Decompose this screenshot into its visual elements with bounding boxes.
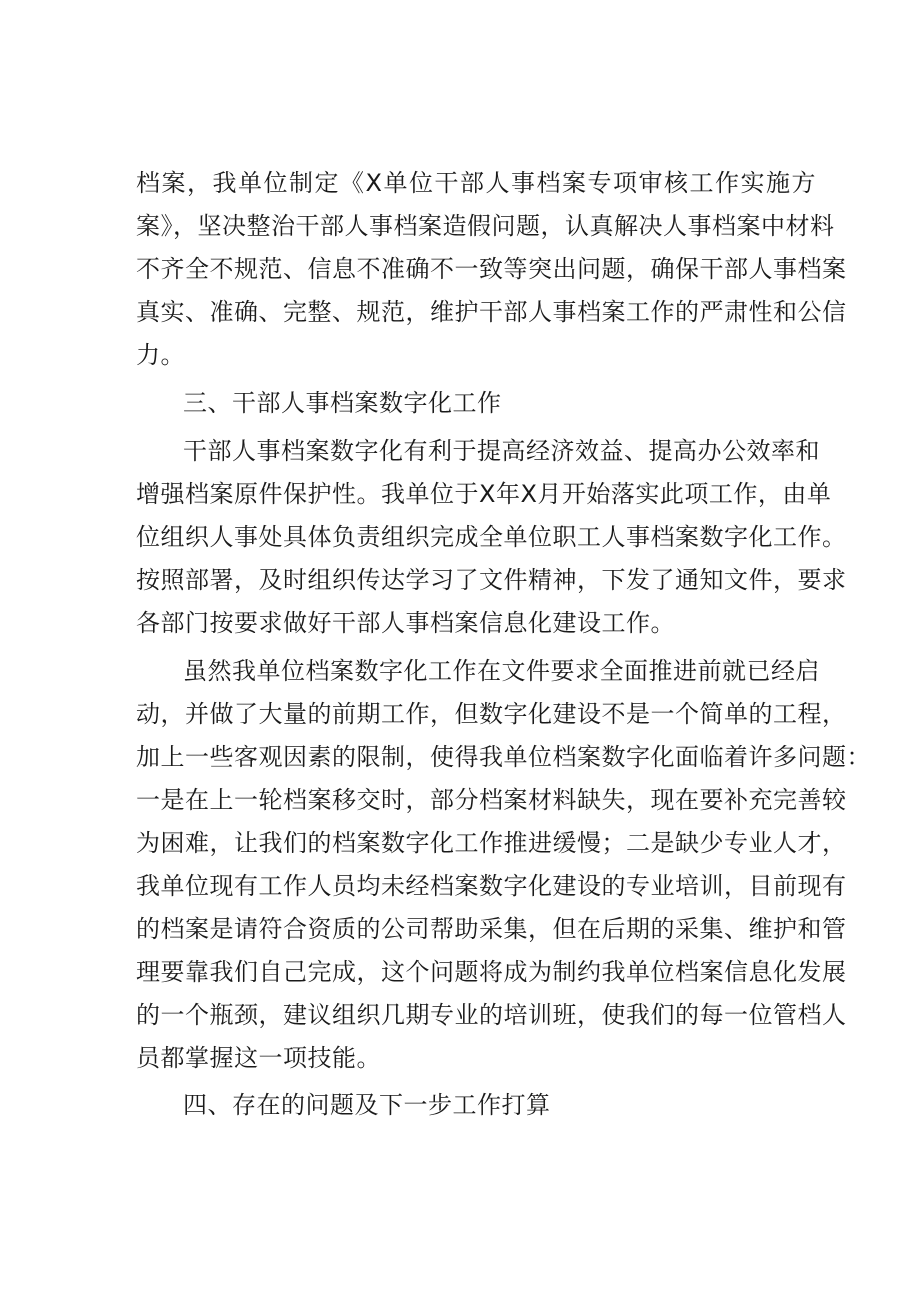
paragraph-3-line-2: 动，并做了大量的前期工作，但数字化建设不是一个简单的工程， xyxy=(136,700,847,728)
paragraph-1-line-5: 力。 xyxy=(136,341,185,369)
paragraph-2-line-3: 位组织人事处具体负责组织完成全单位职工人事档案数字化工作。 xyxy=(136,523,847,551)
paragraph-3-line-9: 的一个瓶颈，建议组织几期专业的培训班，使我们的每一位管档人 xyxy=(136,1001,847,1029)
paragraph-1-line-2: 案》，坚决整治干部人事档案造假问题，认真解决人事档案中材料 xyxy=(136,212,835,240)
paragraph-3-line-5: 为困难，让我们的档案数字化工作推进缓慢；二是缺少专业人才， xyxy=(136,829,847,857)
paragraph-2-line-5: 各部门按要求做好干部人事档案信息化建设工作。 xyxy=(136,609,675,637)
paragraph-1-line-4: 真实、准确、完整、规范，维护干部人事档案工作的严肃性和公信 xyxy=(136,298,847,326)
paragraph-3-line-3: 加上一些客观因素的限制，使得我单位档案数字化面临着许多问题： xyxy=(136,743,871,771)
paragraph-3-line-4: 一是在上一轮档案移交时，部分档案材料缺失，现在要补充完善较 xyxy=(136,786,847,814)
paragraph-1-line-3: 不齐全不规范、信息不准确不一致等突出问题，确保干部人事档案 xyxy=(136,255,847,283)
section-heading-4: 四、存在的问题及下一步工作打算 xyxy=(183,1091,551,1119)
paragraph-2-line-4: 按照部署，及时组织传达学习了文件精神，下发了通知文件，要求 xyxy=(136,566,847,594)
paragraph-2-line-1: 干部人事档案数字化有利于提高经济效益、提高办公效率和 xyxy=(183,437,820,465)
section-heading-3: 三、干部人事档案数字化工作 xyxy=(183,389,502,417)
paragraph-3-line-10: 员都掌握这一项技能。 xyxy=(136,1044,381,1072)
paragraph-3-line-7: 的档案是请符合资质的公司帮助采集，但在后期的采集、维护和管 xyxy=(136,915,847,943)
paragraph-3-line-1: 虽然我单位档案数字化工作在文件要求全面推进前就已经启 xyxy=(183,657,820,685)
paragraph-3-line-6: 我单位现有工作人员均未经档案数字化建设的专业培训，目前现有 xyxy=(136,872,847,900)
paragraph-3-line-8: 理要靠我们自己完成，这个问题将成为制约我单位档案信息化发展 xyxy=(136,958,847,986)
paragraph-2-line-2: 增强档案原件保护性。我单位于X年X月开始落实此项工作，由单 xyxy=(136,480,832,508)
paragraph-1-line-1: 档案，我单位制定《X单位干部人事档案专项审核工作实施方 xyxy=(136,169,816,197)
